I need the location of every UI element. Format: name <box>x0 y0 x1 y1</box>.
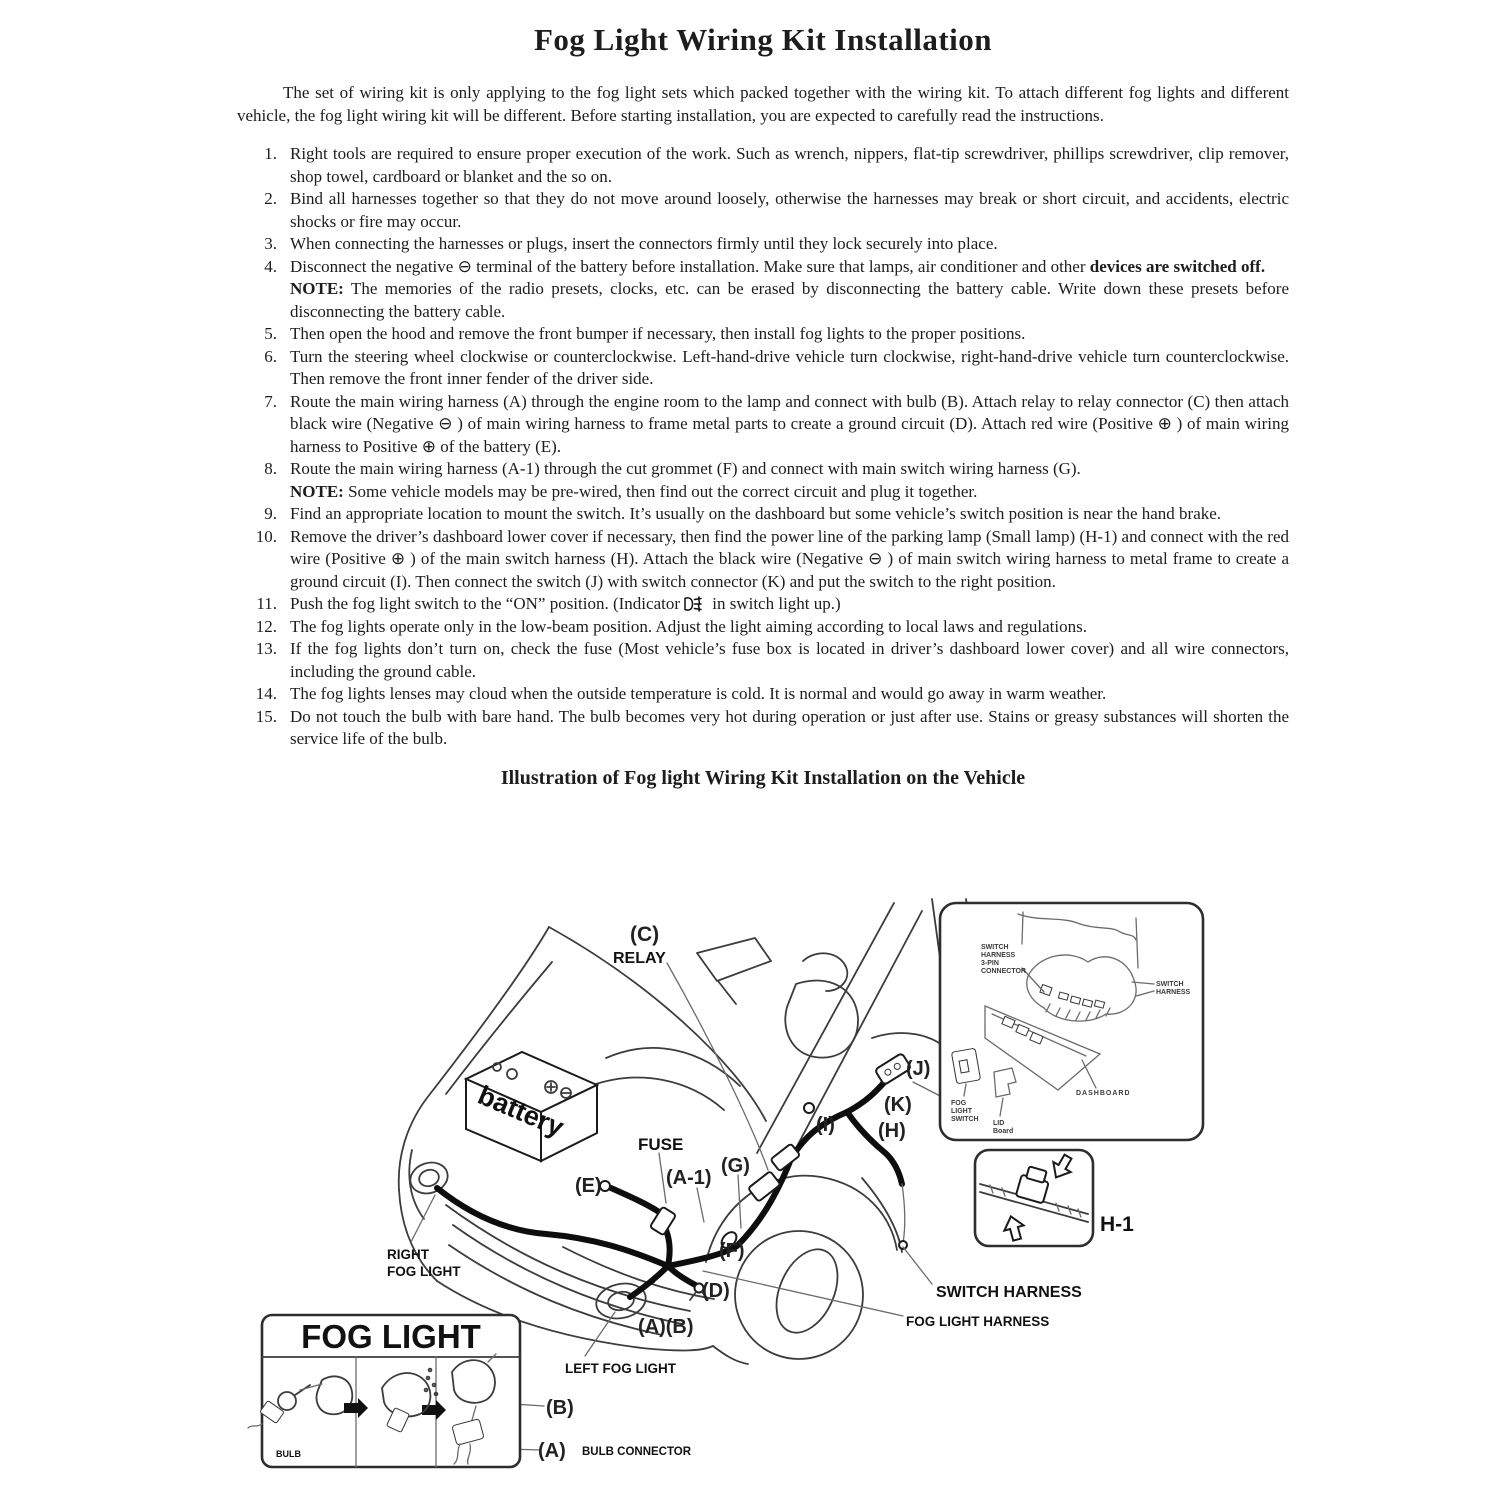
instruction-number: 6. <box>264 346 277 366</box>
instruction-number: 7. <box>264 391 277 411</box>
instruction-number: 14. <box>255 684 277 703</box>
connectors <box>600 1053 911 1300</box>
fogbox-bulb-label: BULB <box>276 1449 301 1459</box>
instruction-text: The fog lights lenses may cloud when the outside temperature is cold. It is normal and would go away in warm weather. <box>290 684 1107 703</box>
instruction-number: 10. <box>255 526 277 546</box>
instruction-number: 8. <box>264 459 277 478</box>
inset-label-harness2: HARNESS <box>1156 989 1191 996</box>
fog-light-box <box>248 1315 692 1467</box>
instruction-number: 4. <box>264 256 277 276</box>
inset-label-fog: FOG <box>951 1100 967 1107</box>
instruction-number: 12. <box>255 616 277 636</box>
instruction-number: 11. <box>256 594 277 613</box>
illustration-heading: Illustration of Fog light Wiring Kit Installation on the Vehicle <box>500 766 1026 789</box>
inset-label-switch: SWITCH <box>981 944 1009 951</box>
dashboard-inset <box>940 903 1203 1140</box>
h1-inset <box>975 1150 1093 1246</box>
battery <box>466 1052 597 1161</box>
instruction-text: Disconnect the negative ⊖ terminal of the battery before installation. Make sure that lamps, air conditioner and other <box>290 256 1090 276</box>
label-k: (K) <box>884 1094 912 1116</box>
label-right-fog-2: FOG LIGHT <box>387 1264 461 1279</box>
front-wheel <box>735 1231 863 1359</box>
label-fog-light-harness: FOG LIGHT HARNESS <box>906 1314 1050 1329</box>
label-d: (D) <box>702 1280 730 1302</box>
label-left-fog: LEFT FOG LIGHT <box>565 1361 676 1376</box>
inset-label-light: LIGHT <box>951 1108 972 1115</box>
label-h1: H-1 <box>1100 1213 1134 1236</box>
label-g: (G) <box>721 1155 750 1177</box>
instruction-text: Right tools are required to ensure proper execution of the work. Such as wrench, nippers, flat-tip screwdriver, phillips screwdriver, clip remover, shop towel, cardboard or blanket and the so on. <box>290 144 1289 186</box>
instruction-text: Remove the driver’s dashboard lower cover if necessary, then find the power line of the parking lamp (Small lamp) (H-1) and connect with the red wire (Positive ⊕ ) of the main switch harness (H). Attach the black wire (Negative ⊖ ) of main switch wiring harness to metal frame to create a ground circuit (I). Then connect the switch (J) with switch connector (K) and put the switch to the right position. <box>290 526 1289 591</box>
fog-light-switch <box>951 1048 980 1084</box>
instruction-number: 3. <box>264 234 277 253</box>
fogbox-title: FOG LIGHT <box>301 1318 481 1355</box>
inset-label-board: Board <box>993 1128 1014 1135</box>
instruction-text: The fog lights operate only in the low-beam position. Adjust the light aiming according to local laws and regulations. <box>290 616 1087 636</box>
inset-label-3pin: 3-PIN <box>981 960 999 967</box>
ground-point-i <box>804 1103 814 1113</box>
inset-label-switch2: SWITCH <box>1156 981 1184 988</box>
label-relay: RELAY <box>613 950 666 967</box>
intro-paragraph: The set of wiring kit is only applying to the fog light sets which packed together with the wiring kit. To attach different fog lights and different vehicle, the fog light wiring kit will be different. Before starting installation, you are expected to carefully read the instructions. <box>237 83 1289 125</box>
instruction-number: 15. <box>255 706 277 726</box>
callout-a-desc: BULB CONNECTOR <box>582 1446 692 1458</box>
instruction-text: If the fog lights don’t turn on, check the fuse (Most vehicle’s fuse box is located in driver’s dashboard lower cover) and all wire connectors, including the ground cable. <box>290 639 1289 681</box>
label-c: (C) <box>630 923 660 946</box>
inset-label-lid: LID <box>993 1120 1005 1127</box>
inset-label-switch3: SWITCH <box>951 1116 979 1123</box>
instruction-text: Then open the hood and remove the front bumper if necessary, then install fog lights to the proper positions. <box>290 324 1026 343</box>
label-ab: (A)(B) <box>638 1316 694 1338</box>
instruction-text: Do not touch the bulb with bare hand. The bulb becomes very hot during operation or just after use. Stains or greasy substances will shorten the service life of the bulb. <box>290 706 1289 748</box>
instruction-text: in switch light up.) <box>708 594 841 613</box>
fog-lamps <box>406 1158 654 1323</box>
callout-b: (B) <box>546 1397 574 1419</box>
page-title: Fog Light Wiring Kit Installation <box>533 22 993 57</box>
label-f: (F) <box>719 1240 745 1262</box>
instruction-number: 9. <box>264 504 277 523</box>
label-right-fog-1: RIGHT <box>387 1247 429 1262</box>
inset-label-dashboard: DASHBOARD <box>1076 1090 1131 1097</box>
label-switch-harness: SWITCH HARNESS <box>936 1284 1082 1301</box>
instruction-text: Some vehicle models may be pre-wired, then find out the correct circuit and plug it together. <box>343 481 978 501</box>
instruction-number: 5. <box>264 324 277 343</box>
instruction-number: 13. <box>255 639 277 658</box>
inset-label-harness: HARNESS <box>981 952 1016 959</box>
instruction-text: The memories of the radio presets, clocks, etc. can be erased by disconnecting the battery cable. Write down these presets before disconnecting the battery cable. <box>290 279 1289 321</box>
label-e: (E) <box>575 1175 602 1197</box>
instruction-text: Bind all harnesses together so that they do not move around loosely, otherwise the harnesses may break or short circuit, and accidents, electric shocks or fire may occur. <box>290 189 1289 231</box>
instruction-text: NOTE: <box>290 481 344 501</box>
instruction-text: Find an appropriate location to mount the switch. It’s usually on the dashboard but some vehicle’s switch position is near the hand brake. <box>290 504 1222 523</box>
instruction-text: Push the fog light switch to the “ON” position. (Indicator <box>290 594 680 613</box>
instruction-text: When connecting the harnesses or plugs, insert the connectors firmly until they lock securely into place. <box>290 234 998 253</box>
instruction-text: Route the main wiring harness (A-1) through the cut grommet (F) and connect with main switch wiring harness (G). <box>290 459 1081 478</box>
instruction-text: Turn the steering wheel clockwise or counterclockwise. Left-hand-drive vehicle turn clockwise, right-hand-drive vehicle turn counterclockwise. Then remove the front inner fender of the driver side. <box>290 346 1289 388</box>
instruction-text: Route the main wiring harness (A) through the engine room to the lamp and connect with bulb (B). Attach relay to relay connector (C) then attach black wire (Negative ⊖ ) of main wiring harness to frame metal parts to create a ground circuit (D). Attach red wire (Positive ⊕ ) of main wiring harness to Positive ⊕ of the battery (E). <box>290 391 1289 456</box>
instruction-text: devices are switched off. <box>1089 256 1266 276</box>
instruction-text: NOTE: <box>290 279 344 298</box>
label-i: (I) <box>816 1114 835 1136</box>
instruction-number: 1. <box>264 144 277 163</box>
battery-label: battery <box>473 1079 569 1143</box>
instruction-number: 2. <box>264 189 277 208</box>
label-fuse: FUSE <box>638 1135 684 1154</box>
callout-a: (A) <box>538 1440 566 1462</box>
label-a1: (A-1) <box>666 1167 712 1189</box>
label-h: (H) <box>878 1120 906 1142</box>
label-j: (J) <box>906 1058 931 1080</box>
inset-label-connector: CONNECTOR <box>981 968 1026 975</box>
